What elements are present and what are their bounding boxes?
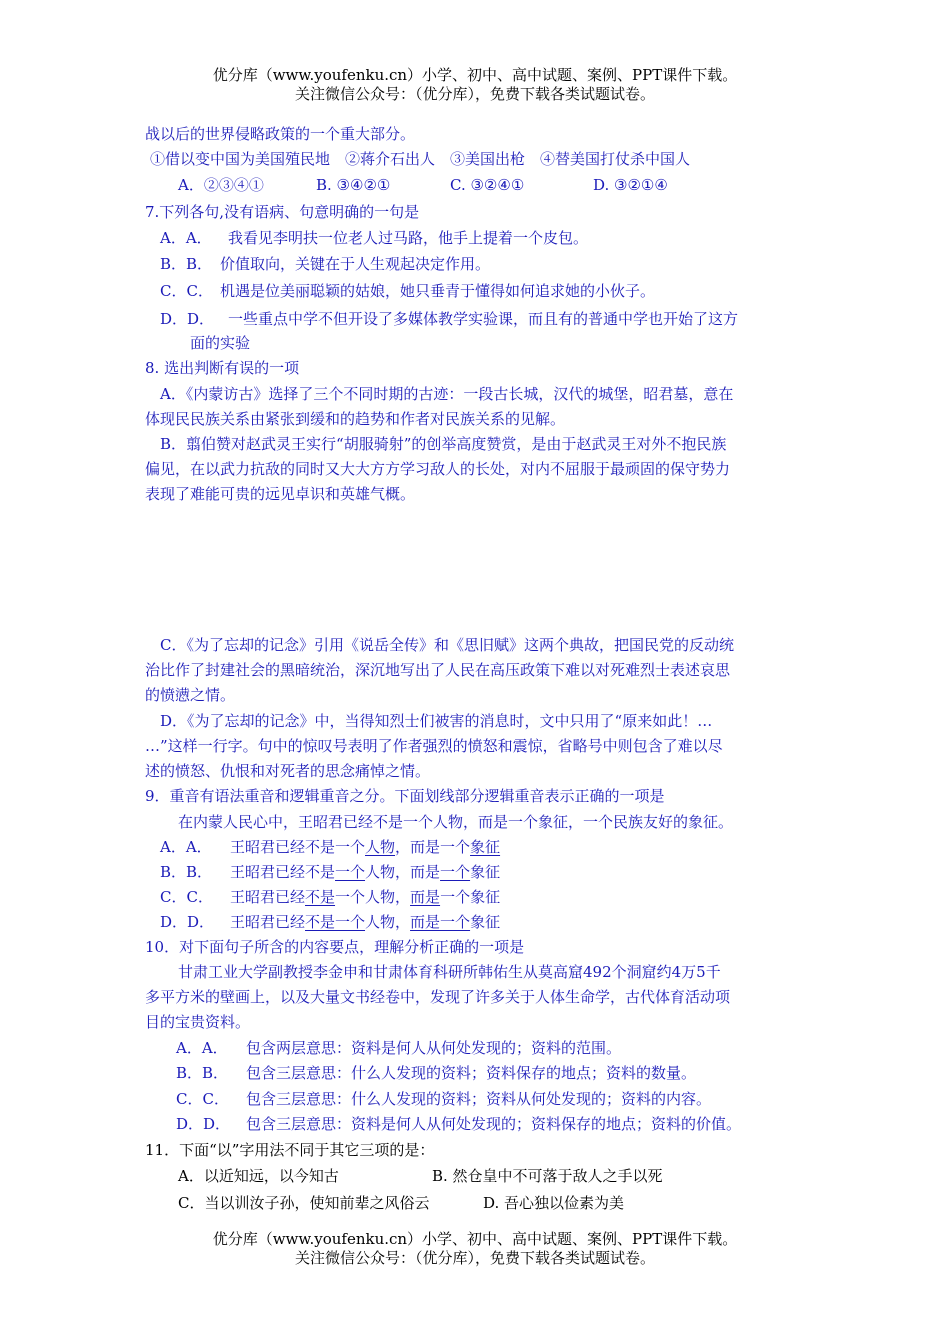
q10-option-c bbox=[176, 1089, 711, 1109]
q10-passage-line3: 目的宝贵资料。 bbox=[145, 1013, 251, 1031]
q10-option-d-text: 包含三层意思：资料是何人从何处发现的；资料保存的地点；资料的价值。 bbox=[246, 1115, 742, 1133]
q9-b-underline1: 一个 bbox=[335, 863, 366, 881]
q7-option-c-label: C．C． bbox=[160, 282, 213, 300]
q9-stem: 9．重音有语法重音和逻辑重音之分。下面划线部分逻辑重音表示正确的一项是 bbox=[145, 787, 665, 805]
q10-option-b-text: 包含三层意思：什么人发现的资料；资料保存的地点；资料的数量。 bbox=[246, 1064, 697, 1082]
q7-stem: 7.下列各句,没有语病、句意明确的一句是 bbox=[145, 203, 420, 221]
q11-option-a: A．以近知远，以今知古 bbox=[178, 1167, 339, 1185]
q6-tail: 战以后的世界侵略政策的一个重大部分。 bbox=[145, 125, 416, 143]
q9-b-part3: 象征 bbox=[470, 863, 501, 881]
q8-c-line3: 的愤懑之情。 bbox=[145, 686, 236, 704]
q9-c-part1: 王昭君已经 bbox=[230, 888, 306, 906]
q7-option-a bbox=[160, 228, 588, 248]
q7-option-b-label: B．B． bbox=[160, 255, 213, 273]
q7-option-d-text: 一些重点中学不但开设了多媒体教学实验课，而且有的普通中学也开始了这方 bbox=[228, 310, 739, 328]
q9-c-part3: 一个象征 bbox=[440, 888, 501, 906]
q9-a-underline1: 人物 bbox=[365, 838, 396, 856]
page-footer bbox=[0, 1230, 950, 1268]
q9-d-part2: 人物， bbox=[365, 913, 411, 931]
q10-option-b-label: B．B． bbox=[176, 1064, 229, 1082]
q8-b-line1: B．翦伯赞对赵武灵王实行“胡服骑射”的创举高度赞赏，是由于赵武灵王对外不抱民族 bbox=[160, 435, 727, 453]
q10-option-b bbox=[176, 1063, 696, 1083]
header-line-2: 关注微信公众号：（优分库），免费下载各类试题试卷。 bbox=[294, 85, 655, 103]
q7-option-d-label: D．D． bbox=[160, 310, 215, 328]
q8-b-line3: 表现了难能可贵的远见卓识和英雄气概。 bbox=[145, 485, 416, 503]
q8-b-line2: 偏见，在以武力抗敌的同时又大大方方学习敌人的长处，对内不屈服于最顽固的保守势力 bbox=[145, 460, 731, 478]
q6-option-a: A．②③④① bbox=[178, 176, 264, 194]
q8-a-line1: A．《内蒙访古》选择了三个不同时期的古迹：一段古长城，汉代的城堡，昭君墓，意在 bbox=[160, 385, 734, 403]
q8-d-line3: 述的愤怒、仇恨和对死者的思念痛悼之情。 bbox=[145, 762, 431, 780]
q9-option-d-label: D．D． bbox=[160, 913, 215, 931]
q9-b-part2: 人物，而是 bbox=[365, 863, 441, 881]
q7-option-b bbox=[160, 254, 490, 274]
q8-a-line2: 体现民民族关系由紧张到缓和的趋势和作者对民族关系的见解。 bbox=[145, 410, 566, 428]
q10-option-d-label: D．D． bbox=[176, 1115, 231, 1133]
footer-line-2: 关注微信公众号：（优分库），免费下载各类试题试卷。 bbox=[294, 1249, 655, 1267]
q10-passage-line1: 甘肃工业大学副教授李金申和甘肃体育科研所韩佑生从莫高窟492个洞窟约4万5千 bbox=[178, 963, 721, 981]
header-line-1: 优分库（www.youfenku.cn）小学、初中、高中试题、案例、PPT课件下载。 bbox=[212, 66, 738, 84]
q10-option-a-text: 包含两层意思：资料是何人从何处发现的；资料的范围。 bbox=[246, 1039, 622, 1057]
q9-c-underline1: 不是 bbox=[305, 888, 336, 906]
q7-option-d bbox=[160, 309, 738, 329]
q9-option-d bbox=[160, 912, 500, 932]
q8-d-line1: D．《为了忘却的记念》中，当得知烈士们被害的消息时，文中只用了“原来如此！… bbox=[160, 712, 713, 730]
q7-option-c-text: 机遇是位美丽聪颖的姑娘，她只垂青于懂得如何追求她的小伙子。 bbox=[220, 282, 656, 300]
q7-option-d-cont: 面的实验 bbox=[190, 334, 251, 352]
q9-b-part1: 王昭君已经不是 bbox=[230, 863, 336, 881]
q7-option-a-label: A．A． bbox=[160, 229, 212, 247]
q9-sentence: 在内蒙人民心中，王昭君已经不是一个人物，而是一个象征，一个民族友好的象征。 bbox=[178, 813, 734, 831]
q10-option-a-label: A．A． bbox=[176, 1039, 228, 1057]
q10-option-c-label: C．C． bbox=[176, 1090, 229, 1108]
q6-option-c: C. ③②④① bbox=[450, 176, 525, 194]
q10-option-c-text: 包含三层意思：什么人发现的资料；资料从何处发现的；资料的内容。 bbox=[246, 1090, 712, 1108]
q9-b-underline2: 一个 bbox=[440, 863, 471, 881]
q8-c-line2: 治比作了封建社会的黑暗统治，深沉地写出了人民在高压政策下难以对死难烈士表述哀思 bbox=[145, 661, 731, 679]
q7-option-c bbox=[160, 281, 655, 301]
q11-option-d: D. 吾心独以俭素为美 bbox=[483, 1194, 625, 1212]
q9-d-underline2: 而是一个 bbox=[410, 913, 471, 931]
q9-d-part1: 王昭君已经 bbox=[230, 913, 306, 931]
q9-d-underline1: 不是一个 bbox=[305, 913, 366, 931]
q11-stem: 11．下面“以”字用法不同于其它三项的是： bbox=[145, 1141, 435, 1159]
q7-option-b-text: 价值取向，关键在于人生观起决定作用。 bbox=[220, 255, 491, 273]
q9-option-b bbox=[160, 862, 500, 882]
q6-option-b: B. ③④②① bbox=[316, 176, 391, 194]
q9-option-b-label: B．B． bbox=[160, 863, 213, 881]
q8-d-line2: …”这样一行字。句中的惊叹号表明了作者强烈的愤怒和震惊，省略号中则包含了难以尽 bbox=[145, 737, 723, 755]
q9-d-part3: 象征 bbox=[470, 913, 501, 931]
footer-line-1: 优分库（www.youfenku.cn）小学、初中、高中试题、案例、PPT课件下载。 bbox=[212, 1230, 738, 1248]
q9-a-underline2: 象征 bbox=[470, 838, 501, 856]
page-header bbox=[0, 66, 950, 104]
q9-c-underline2: 而是 bbox=[410, 888, 441, 906]
q6-items: ①借以变中国为美国殖民地 ②蒋介石出人 ③美国出枪 ④替美国打仗杀中国人 bbox=[150, 150, 691, 168]
q6-option-d: D. ③②①④ bbox=[593, 176, 668, 194]
q9-option-c bbox=[160, 887, 500, 907]
q10-option-d bbox=[176, 1114, 741, 1134]
q8-stem: 8. 选出判断有误的一项 bbox=[145, 359, 300, 377]
q7-option-a-text: 我看见李明扶一位老人过马路，他手上提着一个皮包。 bbox=[228, 229, 589, 247]
q10-stem: 10．对下面句子所含的内容要点，理解分析正确的一项是 bbox=[145, 938, 525, 956]
q9-a-part2: ，而是一个 bbox=[395, 838, 471, 856]
q10-option-a bbox=[176, 1038, 621, 1058]
q9-option-c-label: C．C． bbox=[160, 888, 213, 906]
q11-option-c: C．当以训汝子孙，使知前辈之风俗云 bbox=[178, 1194, 430, 1212]
q8-c-line1: C．《为了忘却的记念》引用《说岳全传》和《思旧赋》这两个典故，把国民党的反动统 bbox=[160, 636, 734, 654]
q10-passage-line2: 多平方米的壁画上，以及大量文书经卷中，发现了许多关于人体生命学，古代体育活动项 bbox=[145, 988, 731, 1006]
q11-option-b: B. 然仓皇中不可落于敌人之手以死 bbox=[432, 1167, 663, 1185]
q9-option-a-label: A．A． bbox=[160, 838, 212, 856]
q9-c-part2: 一个人物， bbox=[335, 888, 411, 906]
q9-option-a bbox=[160, 837, 500, 857]
q9-a-part1: 王昭君已经不是一个 bbox=[230, 838, 366, 856]
